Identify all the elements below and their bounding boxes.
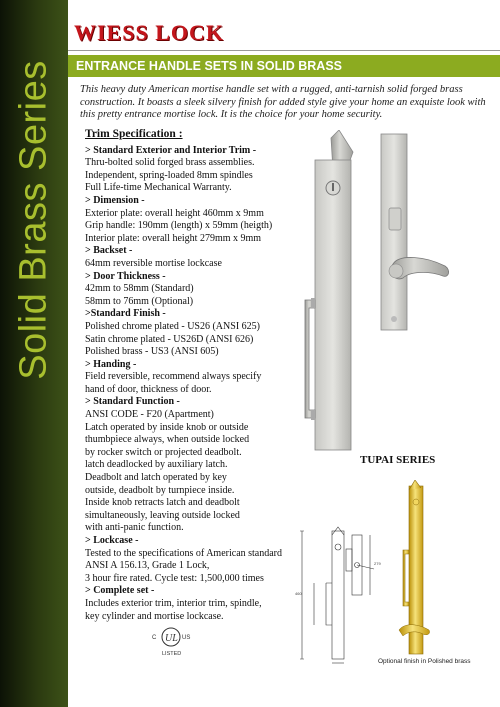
intro-paragraph: This heavy duty American mortise handle set with a rugged, anti-tarnish solid forged brass construction. It boasts a sleek silvery finish for added style give your home an exquiste look with this pretty entrance mortise lock. It is the choice for your home security.: [80, 84, 486, 121]
spec-line: Grip handle: 190mm (length) x 59mm (heigth): [85, 220, 273, 232]
divider: [68, 50, 500, 51]
spec-line: key cylinder and mortise lockcase.: [85, 610, 224, 622]
series-label: TUPAI SERIES: [360, 454, 436, 466]
spec-line: 42mm to 58mm (Standard): [85, 283, 194, 295]
ul-listed-label: LISTED: [162, 651, 182, 657]
spec-line: Field reversible, recommend always specify: [85, 371, 262, 383]
svg-text:460: 460: [295, 591, 302, 596]
ul-mark-text: UL: [165, 633, 178, 644]
spec-heading: > Complete set -: [85, 585, 155, 597]
page-title: ENTRANCE HANDLE SETS IN SOLID BRASS: [76, 59, 342, 73]
spec-heading: > Dimension -: [85, 194, 145, 206]
spec-line: Polished brass - US3 (ANSI 605): [85, 346, 219, 358]
spec-heading: > Door Thickness -: [85, 270, 166, 282]
spec-line: 64mm reversible mortise lockcase: [85, 257, 222, 269]
spec-heading: >Standard Finish -: [85, 308, 166, 320]
spec-line: outside, deadbolt by turnpiece inside.: [85, 484, 235, 496]
spec-line: Interior plate: overall height 279mm x 9mm: [85, 232, 262, 244]
spec-title: Trim Specification :: [85, 128, 183, 140]
spec-line: Independent, spring-loaded 8mm spindles: [85, 169, 253, 181]
spec-line: Inside knob retracts latch and deadbolt: [85, 497, 240, 509]
handle-set-image: [275, 130, 455, 455]
polished-brass-image: [395, 480, 440, 655]
ul-c-label: C: [152, 635, 157, 641]
spec-line: ANSI A 156.13, Grade 1 Lock,: [85, 560, 210, 572]
ul-us-label: US: [182, 635, 191, 641]
series-title: Solid Brass Series: [12, 60, 55, 380]
brand-logo: WIESS LOCK: [74, 20, 224, 45]
spec-line: latch deadlocked by auxiliary latch.: [85, 459, 228, 471]
spec-line: Tested to the specifications of American standard: [85, 547, 283, 559]
spec-line: thumbpiece always, when outside locked: [85, 434, 250, 446]
spec-heading: > Lockcase -: [85, 535, 139, 546]
spec-heading: > Backset -: [85, 245, 133, 257]
spec-line: Exterior plate: overall height 460mm x 9mm: [85, 207, 264, 219]
spec-line: simultaneously, leaving outside locked: [85, 509, 240, 521]
spec-line: Satin chrome plated - US26D (ANSI 626): [85, 333, 254, 345]
spec-line: Full Life-time Mechanical Warranty.: [85, 182, 232, 194]
finish-caption: Optional finish in Polished brass: [378, 658, 471, 665]
spec-heading: > Handing -: [85, 358, 137, 370]
svg-text:279: 279: [374, 561, 381, 566]
spec-line: Thru-bolted solid forged brass assemblies.: [85, 157, 255, 169]
spec-line: Polished chrome plated - US26 (ANSI 625): [85, 320, 260, 332]
spec-heading: > Standard Exterior and Interior Trim -: [85, 144, 257, 156]
spec-line: ANSI CODE - F20 (Apartment): [85, 409, 214, 421]
sidebar: [0, 0, 68, 707]
spec-line: 58mm to 76mm (Optional): [85, 295, 194, 307]
ul-listed-icon: [150, 625, 192, 661]
spec-line: hand of door, thickness of door.: [85, 383, 212, 395]
spec-line: Includes exterior trim, interior trim, spindle,: [85, 597, 262, 609]
header-bar: [68, 55, 500, 77]
spec-line: Deadbolt and latch operated by key: [85, 472, 227, 484]
spec-line: by rocker switch or projected deadbolt.: [85, 446, 242, 458]
spec-heading: > Standard Function -: [85, 396, 180, 408]
technical-drawing: [290, 525, 390, 665]
spec-line: 3 hour fire rated. Cycle test: 1,500,000 times: [85, 572, 264, 584]
spec-line: with anti-panic function.: [85, 522, 184, 534]
spec-line: Latch operated by inside knob or outside: [85, 421, 249, 433]
